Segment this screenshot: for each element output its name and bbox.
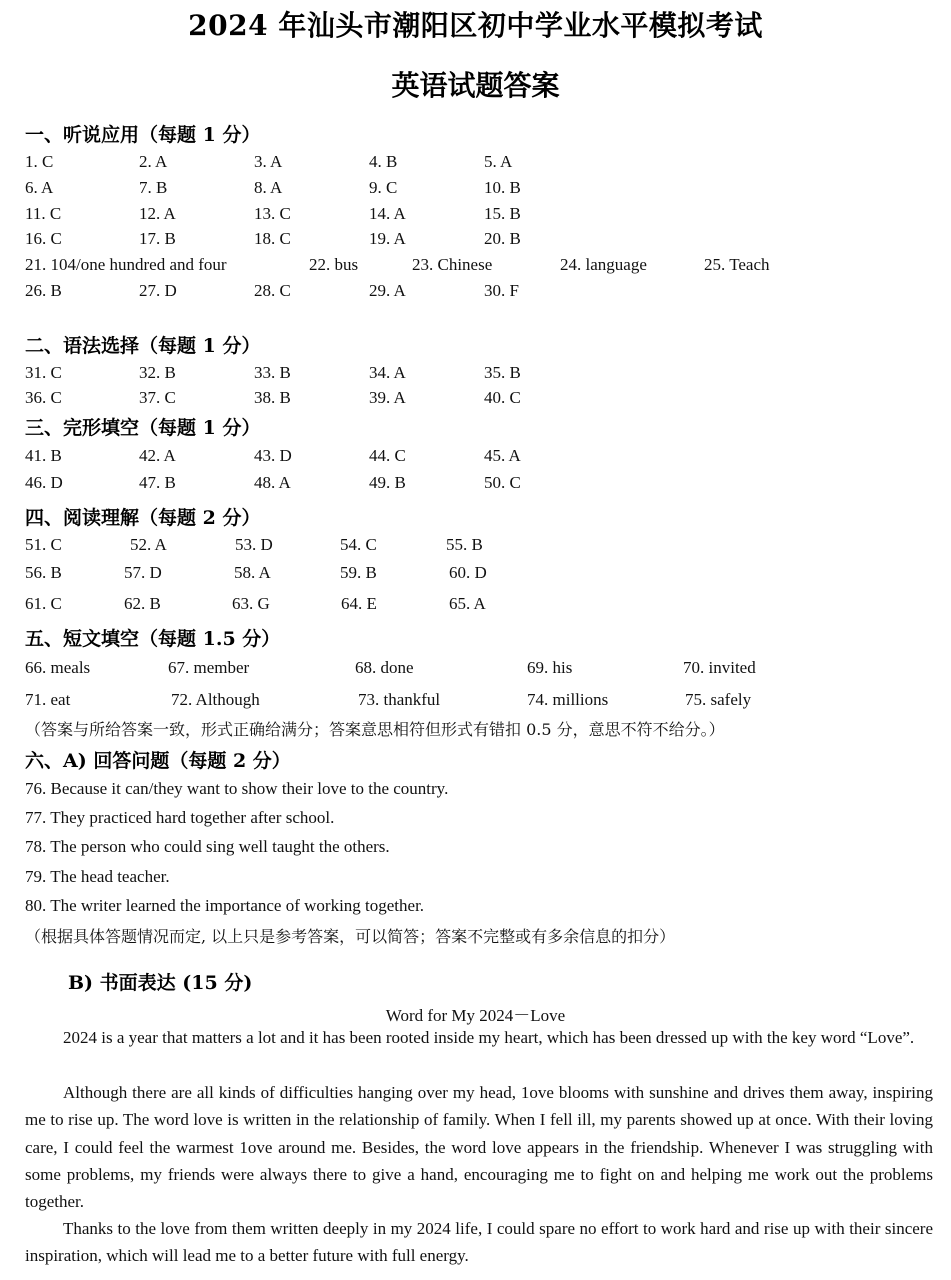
answer-item: 33. B xyxy=(254,363,291,382)
answer-item: 21. 104/one hundred and four xyxy=(25,255,227,274)
answer-item: 58. A xyxy=(234,563,271,582)
answer-line: 76. Because it can/they want to show their love to the country. xyxy=(25,779,449,798)
answer-item: 39. A xyxy=(369,388,406,407)
answer-row xyxy=(0,473,951,497)
answer-row xyxy=(0,152,951,176)
answer-item: 26. B xyxy=(25,281,62,300)
answer-row xyxy=(0,178,951,202)
answer-item: 31. C xyxy=(25,363,62,382)
answer-line: 80. The writer learned the importance of working together. xyxy=(25,896,425,915)
answer-row xyxy=(0,255,951,279)
section-fill-blank-heading: 五、短文填空（每题 1.5 分） xyxy=(25,628,281,650)
answer-item: 73. thankful xyxy=(358,690,441,709)
answer-row xyxy=(0,204,951,228)
answer-item: 64. E xyxy=(341,594,377,613)
answer-item: 25. Teach xyxy=(704,255,770,274)
answer-item: 61. C xyxy=(25,594,62,613)
section-listening-heading: 一、听说应用（每题 1 分） xyxy=(25,124,261,146)
answer-item: 47. B xyxy=(139,473,176,492)
answer-item: 32. B xyxy=(139,363,176,382)
answer-row xyxy=(0,658,951,682)
answer-item: 72. Although xyxy=(171,690,260,709)
answer-item: 2. A xyxy=(139,152,168,171)
answer-item: 7. B xyxy=(139,178,168,197)
answer-item: 70. invited xyxy=(683,658,756,677)
answer-item: 65. A xyxy=(449,594,486,613)
answer-item: 6. A xyxy=(25,178,54,197)
answer-item: 38. B xyxy=(254,388,291,407)
answer-item: 42. A xyxy=(139,446,176,465)
answer-item: 67. member xyxy=(168,658,250,677)
answer-item: 52. A xyxy=(130,535,167,554)
answer-item: 71. eat xyxy=(25,690,71,709)
answer-row xyxy=(0,594,951,618)
essay-paragraph: Although there are all kinds of difficulties hanging over my head, 1ove blooms with sunshine and drives them away, inspiring me to rise up. The word love is written in the relationship of family. When I fell ill, my parents showed up at once. With their loving care, I could feel the warmest 1ove around me. Besides, the word love appears in the friendship. Whenever I was struggling with some problems, my friends were always there to give a hand, encouraging me to fight on and helping me work out the problems together. xyxy=(25,1083,933,1212)
answer-item: 9. C xyxy=(369,178,398,197)
answer-item: 15. B xyxy=(484,204,521,223)
answer-item: 29. A xyxy=(369,281,406,300)
answer-item: 8. A xyxy=(254,178,283,197)
scoring-note: （答案与所给答案一致，形式正确给满分；答案意思相符但形式有错扣 0.5 分，意思不符不给分。） xyxy=(25,720,725,739)
section-cloze-heading: 三、完形填空（每题 1 分） xyxy=(25,417,261,439)
section-writing-heading: B) 书面表达 (15 分) xyxy=(68,972,253,994)
answer-item: 23. Chinese xyxy=(412,255,493,274)
answer-item: 43. D xyxy=(254,446,292,465)
answer-item: 48. A xyxy=(254,473,291,492)
answer-item: 19. A xyxy=(369,229,406,248)
essay-paragraph: 2024 is a year that matters a lot and it has been rooted inside my heart, which has been dressed up with the key word “Love”. xyxy=(63,1028,915,1047)
answer-row xyxy=(0,363,951,387)
answer-row xyxy=(0,690,951,714)
answer-item: 60. D xyxy=(449,563,487,582)
answer-item: 66. meals xyxy=(25,658,91,677)
answer-item: 37. C xyxy=(139,388,176,407)
essay-title: Word for My 2024－Love xyxy=(385,1006,566,1025)
answer-item: 30. F xyxy=(484,281,519,300)
scoring-note: （根据具体答题情况而定, 以上只是参考答案，可以简答；答案不完整或有多余信息的扣分） xyxy=(25,927,676,946)
essay-paragraph: Thanks to the love from them written deeply in my 2024 life, I could spare no effort to work hard and rise up with their sincere inspiration, which will lead me to a better future with full energy. xyxy=(25,1219,933,1266)
answer-item: 16. C xyxy=(25,229,62,248)
answer-item: 13. C xyxy=(254,204,291,223)
answer-item: 69. his xyxy=(527,658,573,677)
answer-item: 34. A xyxy=(369,363,406,382)
answer-item: 10. B xyxy=(484,178,521,197)
answer-item: 12. A xyxy=(139,204,176,223)
answer-item: 14. A xyxy=(369,204,406,223)
answer-item: 40. C xyxy=(484,388,521,407)
answer-item: 74. millions xyxy=(527,690,609,709)
answer-row xyxy=(0,229,951,253)
section-reading-heading: 四、阅读理解（每题 2 分） xyxy=(25,507,261,529)
answer-item: 51. C xyxy=(25,535,62,554)
answer-row xyxy=(0,446,951,470)
answer-item: 11. C xyxy=(25,204,62,223)
exam-title: 2024 年汕头市潮阳区初中学业水平模拟考试 xyxy=(188,9,763,42)
answer-item: 22. bus xyxy=(309,255,359,274)
answer-line: 78. The person who could sing well taught the others. xyxy=(25,837,390,856)
answer-item: 49. B xyxy=(369,473,406,492)
answer-item: 68. done xyxy=(355,658,414,677)
answer-item: 54. C xyxy=(340,535,377,554)
answer-item: 59. B xyxy=(340,563,377,582)
answer-item: 45. A xyxy=(484,446,521,465)
answer-item: 55. B xyxy=(446,535,483,554)
answer-item: 27. D xyxy=(139,281,177,300)
answer-item: 3. A xyxy=(254,152,283,171)
answer-row xyxy=(0,535,951,559)
answer-item: 17. B xyxy=(139,229,176,248)
answer-row xyxy=(0,563,951,587)
section-grammar-heading: 二、语法选择（每题 1 分） xyxy=(25,335,261,357)
section-questions-heading: 六、A) 回答问题（每题 2 分） xyxy=(25,750,291,772)
answer-row xyxy=(0,281,951,305)
answer-row xyxy=(0,388,951,412)
answer-item: 53. D xyxy=(235,535,273,554)
answer-item: 46. D xyxy=(25,473,63,492)
answer-item: 18. C xyxy=(254,229,291,248)
answer-line: 77. They practiced hard together after school. xyxy=(25,808,335,827)
answer-item: 28. C xyxy=(254,281,291,300)
answer-item: 62. B xyxy=(124,594,161,613)
answer-item: 5. A xyxy=(484,152,513,171)
answer-key-title: 英语试题答案 xyxy=(391,69,560,102)
answer-item: 24. language xyxy=(560,255,647,274)
answer-item: 36. C xyxy=(25,388,62,407)
answer-item: 63. G xyxy=(232,594,270,613)
answer-item: 57. D xyxy=(124,563,162,582)
answer-item: 41. B xyxy=(25,446,62,465)
answer-item: 44. C xyxy=(369,446,406,465)
answer-item: 1. C xyxy=(25,152,54,171)
answer-item: 50. C xyxy=(484,473,521,492)
answer-item: 75. safely xyxy=(685,690,752,709)
answer-item: 56. B xyxy=(25,563,62,582)
answer-item: 35. B xyxy=(484,363,521,382)
answer-item: 20. B xyxy=(484,229,521,248)
answer-item: 4. B xyxy=(369,152,398,171)
answer-line: 79. The head teacher. xyxy=(25,867,170,886)
